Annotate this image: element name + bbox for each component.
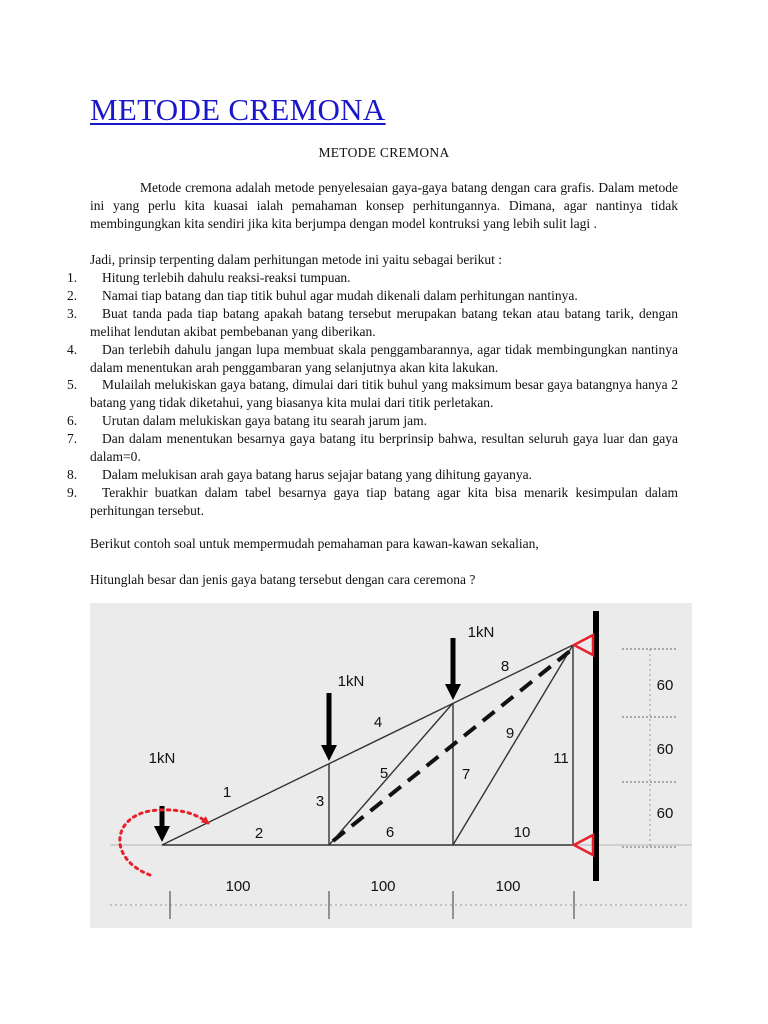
member-label: 8: [500, 658, 510, 675]
list-item: [67, 341, 678, 377]
list-item: [67, 376, 678, 412]
list-text: Urutan dalam melukiskan gaya batang itu searah jarum jam.: [102, 413, 428, 429]
list-item: [67, 269, 678, 287]
list-number: 3.: [67, 305, 78, 321]
list-item: [67, 430, 678, 466]
member-label: 6: [385, 824, 395, 841]
load-label: 1kN: [337, 673, 365, 690]
load-label: 1kN: [467, 624, 495, 641]
member-label: 4: [373, 714, 383, 731]
member-label: 11: [553, 750, 569, 767]
list-text: Namai tiap batang dan tiap titik buhul agar mudah dikenali dalam perhitungan nantinya.: [102, 287, 578, 303]
list-text: Dan dalam menentukan besarnya gaya batang itu berprinsip bahwa, resultan seluruh gaya luar dan gaya dalam=0.: [90, 431, 678, 465]
member-label: 9: [505, 725, 515, 742]
load-label: 1kN: [148, 750, 176, 767]
member-label: 7: [461, 766, 471, 783]
span-label: 100: [225, 878, 251, 895]
member-label: 2: [254, 825, 264, 842]
height-label: 60: [656, 741, 674, 758]
list-number: 6.: [67, 413, 78, 429]
member-label: 1: [222, 784, 232, 801]
truss-figure: [90, 603, 692, 928]
list-text: Dan terlebih dahulu jangan lupa membuat skala penggambarannya, agar tidak membingungkan nantinya dalam menentukan arah penggambaran yang selanjutnya akan kita lakukan.: [90, 341, 678, 375]
height-label: 60: [656, 677, 674, 694]
principles-intro: Jadi, prinsip terpenting dalam perhitungan metode ini yaitu sebagai berikut :: [90, 252, 503, 267]
list-number: 9.: [67, 484, 78, 500]
list-number: 1.: [67, 270, 78, 285]
list-number: 8.: [67, 466, 78, 482]
truss-diagram: [90, 603, 692, 928]
list-number: 7.: [67, 431, 78, 447]
intro-paragraph: Metode cremona adalah metode penyelesaian gaya-gaya batang dengan cara grafis. Dalam metode ini yang perlu kita kuasai ialah pemahaman konsep perhitungannya. Dimana, agar nantinya tidak membingungkan kita sendiri jika kita berjumpa dengan model kontruksi yang lebih sulit lagi .: [90, 180, 678, 231]
list-text: Dalam melukisan arah gaya batang harus sejajar batang yang dihitung gayanya.: [102, 466, 532, 482]
list-text: Buat tanda pada tiap batang apakah batang tersebut merupakan batang tekan atau batang tarik, dengan melihat lendutan akibat pembebanan yang diberikan.: [90, 305, 678, 339]
span-label: 100: [370, 878, 396, 895]
height-label: 60: [656, 805, 674, 822]
steps-list: [67, 269, 678, 520]
list-item: [67, 287, 678, 305]
member-label: 10: [513, 824, 531, 841]
example-intro: Berikut contoh soal untuk mempermudah pemahaman para kawan-kawan sekalian,: [90, 536, 539, 551]
document-title: METODE CREMONA: [318, 145, 450, 160]
list-text: Hitung terlebih dahulu reaksi-reaksi tumpuan.: [102, 270, 351, 285]
list-text: Terakhir buatkan dalam tabel besarnya gaya tiap batang agar kita bisa menarik kesimpulan dalam perhitungan tersebut.: [90, 484, 678, 518]
question-text: Hitunglah besar dan jenis gaya batang tersebut dengan cara ceremona ?: [90, 572, 476, 587]
list-number: 4.: [67, 341, 78, 357]
member-label: 3: [315, 793, 325, 810]
list-item: [67, 412, 678, 430]
page-heading: METODE CREMONA: [90, 92, 386, 127]
list-text: Mulailah melukiskan gaya batang, dimulai dari titik buhul yang maksimum besar gaya batangnya hanya 2 batang yang tidak diketahui, yang biasanya kita mulai dari titik perletakan.: [90, 377, 678, 411]
list-item: [67, 305, 678, 341]
member-label: 5: [379, 765, 389, 782]
list-number: 2.: [67, 287, 78, 303]
span-label: 100: [495, 878, 521, 895]
list-item: [67, 466, 678, 484]
list-number: 5.: [67, 377, 78, 393]
list-item: [67, 484, 678, 520]
